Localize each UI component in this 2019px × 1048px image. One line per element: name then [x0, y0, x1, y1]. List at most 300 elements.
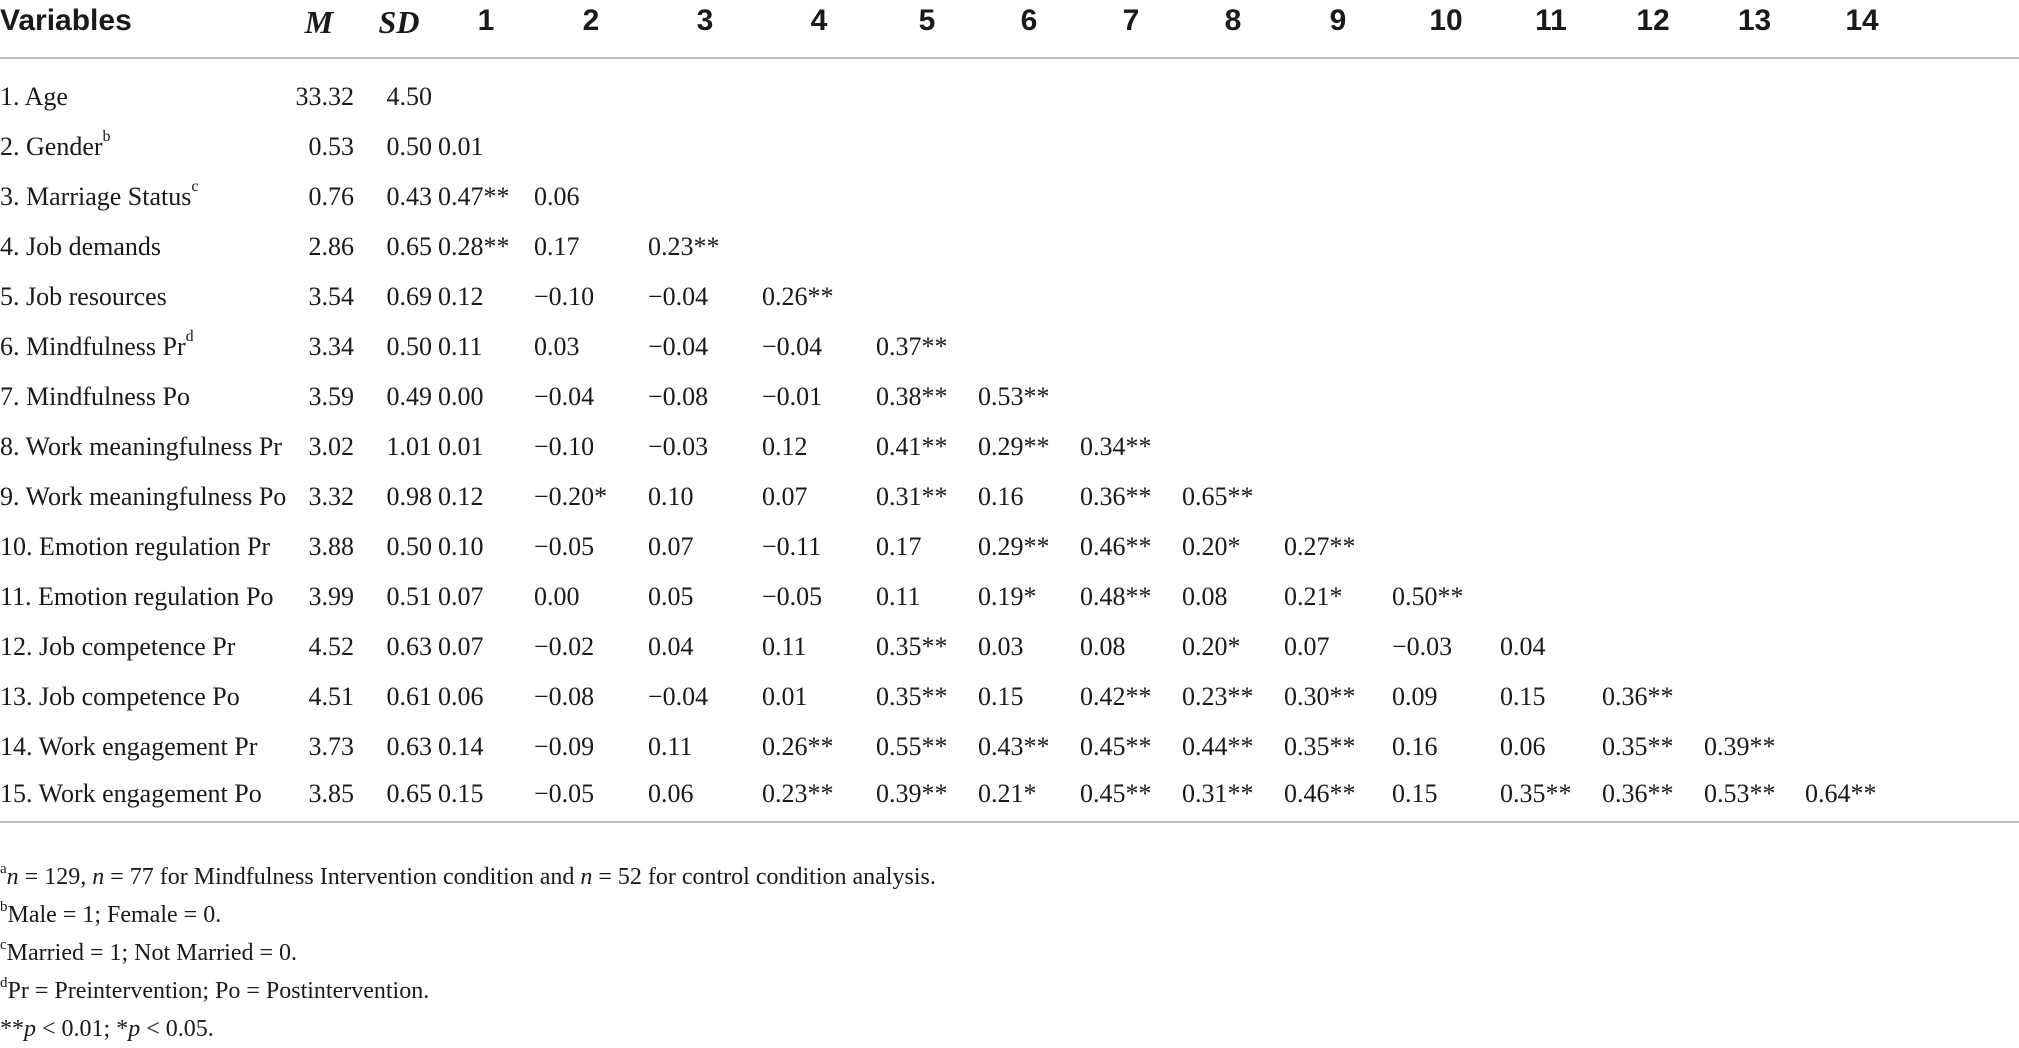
correlation-cell — [1805, 722, 1919, 772]
mean-value: 2.86 — [308, 232, 354, 261]
correlation-cell: 0.35** — [1602, 732, 1674, 761]
correlation-cell: 0.00 — [534, 582, 580, 611]
correlation-cell: 0.65** — [1182, 482, 1254, 511]
header-col-11: 11 — [1500, 0, 1602, 58]
variable-name: 5. Job resources — [0, 282, 167, 311]
correlation-cell: 0.10 — [648, 482, 694, 511]
note-d-text: Pr = Preintervention; Po = Postintervention. — [7, 978, 430, 1004]
variable-name: 12. Job competence Pr — [0, 632, 236, 661]
table-row — [0, 422, 2019, 472]
mean-value: 3.85 — [278, 772, 360, 822]
correlation-cell: 0.34** — [1080, 432, 1152, 461]
sd-value: 0.63 — [386, 732, 432, 761]
correlation-cell — [1182, 122, 1284, 172]
sd-value: 0.49 — [386, 382, 432, 411]
header-col-13: 13 — [1704, 0, 1805, 58]
variable-label — [0, 72, 278, 122]
correlation-cell: 0.35** — [876, 682, 948, 711]
correlation-cell — [1602, 522, 1704, 572]
correlation-cell: −0.02 — [534, 632, 595, 661]
variable-name: 7. Mindfulness Po — [0, 382, 190, 411]
variable-label — [0, 222, 278, 272]
correlation-cell — [762, 172, 876, 222]
table-row — [0, 372, 2019, 422]
variable-label — [0, 672, 278, 722]
header-spacer — [1919, 0, 2019, 58]
correlation-cell: 0.09 — [1392, 682, 1438, 711]
correlation-cell: 0.03 — [978, 632, 1024, 661]
note-p — [0, 1010, 936, 1048]
sd-value: 0.69 — [386, 282, 432, 311]
correlation-cell — [1080, 172, 1182, 222]
mean-value: 3.88 — [308, 532, 354, 561]
variable-label — [0, 122, 278, 172]
header-col-14: 14 — [1805, 0, 1919, 58]
header-col-7: 7 — [1080, 0, 1182, 58]
mean-value: 4.52 — [308, 632, 354, 661]
variable-label — [0, 372, 278, 422]
correlation-cell: 0.08 — [1080, 632, 1126, 661]
correlation-cell — [1500, 222, 1602, 272]
note-p-t1: < 0.01; * — [36, 1016, 129, 1042]
table-row — [0, 522, 2019, 572]
variable-name: 13. Job competence Po — [0, 682, 240, 711]
footnote-marker: d — [185, 328, 194, 346]
note-a-marker: a — [0, 861, 7, 877]
correlation-cell — [1500, 72, 1602, 122]
correlation-cell: 0.27** — [1284, 532, 1356, 561]
correlation-cell: 0.45** — [1080, 772, 1182, 822]
table-row — [0, 222, 2019, 272]
correlation-cell — [762, 72, 876, 122]
correlation-cell — [1080, 72, 1182, 122]
correlation-cell — [534, 72, 648, 122]
sd-value: 0.65 — [386, 232, 432, 261]
correlation-cell — [1284, 72, 1392, 122]
correlation-cell: −0.05 — [534, 772, 648, 822]
row-end — [1919, 122, 2019, 172]
correlation-cell: 0.29** — [978, 432, 1050, 461]
correlation-cell: 0.23** — [648, 232, 720, 261]
variable-label — [0, 572, 278, 622]
correlation-cell: 0.21* — [978, 772, 1080, 822]
row-end — [1919, 222, 2019, 272]
correlation-cell: 0.20* — [1182, 532, 1241, 561]
correlation-cell — [1182, 72, 1284, 122]
note-b-marker: b — [0, 899, 8, 915]
correlation-cell — [1182, 322, 1284, 372]
header-variables: Variables — [0, 0, 278, 58]
footnote-marker: b — [102, 128, 111, 146]
correlation-cell — [1602, 322, 1704, 372]
correlation-cell — [1392, 522, 1500, 572]
variable-label — [0, 722, 278, 772]
mean-value: 3.99 — [308, 582, 354, 611]
table-row — [0, 572, 2019, 622]
correlation-cell — [1805, 422, 1919, 472]
correlation-cell: 0.10 — [438, 532, 484, 561]
header-col-4: 4 — [762, 0, 876, 58]
correlation-cell — [876, 72, 978, 122]
correlation-cell: −0.08 — [648, 382, 709, 411]
correlation-cell — [1182, 272, 1284, 322]
correlation-cell: −0.05 — [762, 582, 823, 611]
correlation-cell — [1704, 272, 1805, 322]
sd-value: 0.63 — [386, 632, 432, 661]
correlation-cell: 0.06 — [1500, 732, 1546, 761]
correlation-cell: 0.07 — [438, 582, 484, 611]
correlation-cell — [1805, 222, 1919, 272]
mean-value: 0.76 — [308, 182, 354, 211]
correlation-cell — [1080, 372, 1182, 422]
note-c-marker: c — [0, 937, 7, 953]
correlation-cell: 0.12 — [438, 282, 484, 311]
correlation-cell: 0.41** — [876, 432, 948, 461]
variable-label — [0, 472, 287, 522]
correlation-cell — [876, 222, 978, 272]
correlation-cell — [876, 172, 978, 222]
correlation-cell: 0.15 — [1500, 682, 1546, 711]
sd-value: 0.65 — [360, 772, 438, 822]
correlation-cell — [1704, 172, 1805, 222]
correlation-cell: −0.04 — [762, 332, 823, 361]
correlation-cell: 0.11 — [876, 582, 921, 611]
correlation-cell — [1392, 72, 1500, 122]
row-end — [1919, 72, 2019, 122]
correlation-cell: −0.01 — [762, 382, 823, 411]
note-p-p2: p — [128, 1016, 141, 1042]
variable-label — [0, 172, 278, 222]
correlation-cell — [978, 272, 1080, 322]
mean-value: 3.34 — [308, 332, 354, 361]
sd-value: 4.50 — [386, 82, 432, 111]
note-p-s1: ** — [0, 1016, 24, 1042]
correlation-cell — [1284, 422, 1392, 472]
correlation-cell — [1602, 222, 1704, 272]
note-a-n1: n — [6, 864, 19, 890]
variable-name: 15. Work engagement Po — [0, 778, 262, 808]
correlation-cell: 0.36** — [1602, 772, 1704, 822]
table-row — [0, 722, 2019, 772]
correlation-cell: 0.39** — [1704, 732, 1776, 761]
sd-value: 0.50 — [386, 132, 432, 161]
correlation-cell — [1284, 322, 1392, 372]
correlation-cell: 0.23** — [762, 772, 876, 822]
correlation-cell: 0.55** — [876, 732, 948, 761]
correlation-cell — [1704, 422, 1805, 472]
correlation-cell — [1284, 222, 1392, 272]
table-row — [0, 672, 2019, 722]
table-row — [0, 72, 2019, 122]
sd-value: 1.01 — [386, 432, 432, 461]
correlation-cell: 0.17 — [876, 532, 922, 561]
correlation-cell — [1704, 72, 1805, 122]
row-end — [1919, 522, 2019, 572]
correlation-cell: −0.10 — [534, 282, 595, 311]
correlation-cell — [1602, 422, 1704, 472]
correlation-cell: 0.07 — [438, 632, 484, 661]
correlation-cell: 0.53** — [1704, 772, 1805, 822]
row-end — [1919, 772, 2019, 822]
correlation-cell — [1392, 122, 1500, 172]
correlation-cell — [1392, 222, 1500, 272]
correlation-cell — [1704, 372, 1805, 422]
correlation-cell — [1182, 372, 1284, 422]
correlation-cell — [1500, 372, 1602, 422]
correlation-cell: 0.15 — [978, 682, 1024, 711]
correlation-cell — [1805, 622, 1919, 672]
correlation-cell — [1602, 172, 1704, 222]
header-mean: M — [278, 0, 360, 58]
correlation-cell: 0.03 — [534, 332, 580, 361]
row-end — [1919, 672, 2019, 722]
correlation-cell: 0.15 — [438, 772, 534, 822]
note-p-t2: < 0.05. — [140, 1016, 214, 1042]
correlation-cell: −0.08 — [534, 682, 595, 711]
sd-value: 0.50 — [386, 332, 432, 361]
correlation-cell: −0.05 — [534, 532, 595, 561]
row-end — [1919, 572, 2019, 622]
variable-label — [0, 322, 278, 372]
correlation-cell: 0.06 — [648, 772, 762, 822]
correlation-cell: 0.06 — [438, 682, 484, 711]
correlation-cell — [1392, 472, 1500, 522]
correlation-cell — [648, 172, 762, 222]
correlation-cell: 0.11 — [762, 632, 807, 661]
correlation-cell: 0.44** — [1182, 732, 1254, 761]
correlation-cell — [978, 222, 1080, 272]
correlation-cell — [648, 122, 762, 172]
correlation-cell: 0.43** — [978, 732, 1050, 761]
correlation-cell — [648, 72, 762, 122]
correlation-cell: 0.36** — [1080, 482, 1152, 511]
correlation-cell: 0.35** — [1500, 772, 1602, 822]
header-col-9: 9 — [1284, 0, 1392, 58]
note-a-t2: = 77 for Mindfulness Intervention condition and — [104, 864, 581, 890]
correlation-cell: 0.00 — [438, 382, 484, 411]
correlation-cell — [1602, 122, 1704, 172]
row-end — [1919, 272, 2019, 322]
sd-value: 0.61 — [386, 682, 432, 711]
correlation-cell: 0.16 — [1392, 732, 1438, 761]
correlation-cell: 0.01 — [438, 132, 484, 161]
header-col-12: 12 — [1602, 0, 1704, 58]
mean-value: 4.51 — [308, 682, 354, 711]
correlation-cell: −0.03 — [648, 432, 709, 461]
correlation-cell: 0.12 — [438, 482, 484, 511]
correlation-cell — [1500, 172, 1602, 222]
correlation-cell: 0.42** — [1080, 682, 1152, 711]
table-notes — [0, 858, 936, 1048]
correlation-cell: −0.10 — [534, 432, 595, 461]
correlation-cell — [1500, 122, 1602, 172]
correlation-cell — [1805, 272, 1919, 322]
correlation-cell: −0.03 — [1392, 632, 1453, 661]
correlation-cell — [1805, 472, 1919, 522]
correlation-cell — [1500, 572, 1602, 622]
correlation-cell — [1602, 622, 1704, 672]
correlation-cell — [1805, 122, 1919, 172]
header-col-1: 1 — [438, 0, 534, 58]
correlation-cell — [1080, 272, 1182, 322]
mean-value: 0.53 — [308, 132, 354, 161]
correlation-cell — [1704, 622, 1805, 672]
correlation-cell — [1704, 572, 1805, 622]
correlation-cell: 0.12 — [762, 432, 808, 461]
note-b-text: Male = 1; Female = 0. — [7, 902, 222, 928]
variable-label — [0, 622, 278, 672]
header-col-10: 10 — [1392, 0, 1500, 58]
correlation-cell: 0.35** — [876, 632, 948, 661]
mean-value: 3.02 — [308, 432, 354, 461]
row-end — [1919, 622, 2019, 672]
header-col-6: 6 — [978, 0, 1080, 58]
header-row — [0, 0, 2019, 58]
variable-name: 2. Gender — [0, 132, 103, 161]
note-c-text: Married = 1; Not Married = 0. — [6, 940, 298, 966]
variable-name: 4. Job demands — [0, 232, 162, 261]
correlation-cell: 0.15 — [1392, 772, 1500, 822]
correlation-cell — [1080, 322, 1182, 372]
header-sd: SD — [360, 0, 438, 58]
note-b — [0, 896, 936, 934]
row-end — [1919, 372, 2019, 422]
note-a-t1: = 129, — [18, 864, 93, 890]
table-row — [0, 472, 2019, 522]
correlation-cell — [1500, 322, 1602, 372]
correlation-cell — [1704, 472, 1805, 522]
variable-name: 1. Age — [0, 82, 68, 111]
correlation-cell: 0.38** — [876, 382, 948, 411]
variable-name: 14. Work engagement Pr — [0, 732, 258, 761]
correlation-cell — [1805, 672, 1919, 722]
variable-label — [0, 522, 278, 572]
correlation-cell — [1805, 572, 1919, 622]
correlation-cell — [1805, 72, 1919, 122]
correlation-cell: 0.31** — [1182, 772, 1284, 822]
correlation-cell: 0.04 — [1500, 632, 1546, 661]
variable-label — [0, 772, 278, 822]
correlation-cell: 0.07 — [648, 532, 694, 561]
note-d — [0, 972, 936, 1010]
correlation-cell: −0.04 — [648, 682, 709, 711]
correlation-cell — [1602, 472, 1704, 522]
footnote-marker: c — [191, 178, 199, 196]
correlation-cell: −0.20* — [534, 482, 608, 511]
variable-name: 8. Work meaningfulness Pr — [0, 432, 282, 461]
row-end — [1919, 422, 2019, 472]
correlation-cell — [1704, 672, 1805, 722]
mean-value: 3.54 — [308, 282, 354, 311]
correlation-cell: 0.26** — [762, 282, 834, 311]
note-a-n3: n — [580, 864, 593, 890]
correlation-cell: 0.16 — [978, 482, 1024, 511]
mean-value: 33.32 — [295, 82, 354, 111]
correlation-cell: 0.47** — [438, 182, 510, 211]
correlation-cell — [1284, 272, 1392, 322]
row-end — [1919, 322, 2019, 372]
correlation-cell: 0.11 — [648, 732, 693, 761]
correlation-cell: 0.37** — [876, 332, 948, 361]
correlation-cell: 0.48** — [1080, 582, 1152, 611]
correlation-cell: 0.11 — [438, 332, 483, 361]
correlation-cell: 0.06 — [534, 182, 580, 211]
correlation-cell — [1080, 222, 1182, 272]
correlation-cell: 0.26** — [762, 732, 834, 761]
correlation-cell: 0.45** — [1080, 732, 1152, 761]
correlation-cell — [762, 122, 876, 172]
correlation-cell — [1284, 172, 1392, 222]
note-a-t3: = 52 for control condition analysis. — [592, 864, 936, 890]
correlation-cell — [1500, 272, 1602, 322]
correlation-cell: 0.14 — [438, 732, 484, 761]
correlation-cell — [876, 272, 978, 322]
table-row — [0, 322, 2019, 372]
spacer-row — [0, 58, 2019, 72]
header-col-5: 5 — [876, 0, 978, 58]
correlation-cell — [1392, 272, 1500, 322]
correlation-cell — [1080, 122, 1182, 172]
correlation-cell — [876, 122, 978, 172]
correlation-cell — [978, 122, 1080, 172]
correlation-cell — [1182, 222, 1284, 272]
correlation-cell — [978, 72, 1080, 122]
table-body — [0, 58, 2019, 822]
mean-value: 3.73 — [308, 732, 354, 761]
variable-name: 9. Work meaningfulness Po — [0, 482, 287, 511]
correlation-cell — [762, 222, 876, 272]
correlation-cell — [978, 172, 1080, 222]
correlation-cell — [1602, 572, 1704, 622]
correlation-cell — [1500, 472, 1602, 522]
correlation-cell: −0.09 — [534, 732, 595, 761]
table-row — [0, 772, 2019, 822]
variable-name: 3. Marriage Status — [0, 182, 192, 211]
correlation-cell: 0.64** — [1805, 772, 1919, 822]
correlation-cell — [1704, 222, 1805, 272]
correlation-cell: 0.31** — [876, 482, 948, 511]
correlation-cell: 0.01 — [438, 432, 484, 461]
correlation-cell — [1284, 122, 1392, 172]
correlation-cell: −0.04 — [648, 332, 709, 361]
table-row — [0, 122, 2019, 172]
sd-value: 0.50 — [386, 532, 432, 561]
correlation-cell: 0.46** — [1080, 532, 1152, 561]
correlation-cell — [1500, 422, 1602, 472]
variable-label — [0, 422, 282, 472]
correlation-cell: 0.23** — [1182, 682, 1254, 711]
correlation-cell: 0.20* — [1182, 632, 1241, 661]
correlation-cell: 0.07 — [762, 482, 808, 511]
correlation-cell — [1704, 522, 1805, 572]
variable-name: 6. Mindfulness Pr — [0, 332, 186, 361]
sd-value: 0.43 — [386, 182, 432, 211]
correlation-cell — [1602, 272, 1704, 322]
correlation-cell — [1704, 122, 1805, 172]
correlation-cell — [1182, 422, 1284, 472]
correlation-cell — [1805, 172, 1919, 222]
correlation-cell — [1602, 72, 1704, 122]
correlation-cell — [978, 322, 1080, 372]
correlation-cell: 0.28** — [438, 232, 510, 261]
correlation-cell — [1284, 372, 1392, 422]
correlation-cell — [1392, 372, 1500, 422]
sd-value: 0.98 — [386, 482, 432, 511]
mean-value: 3.32 — [308, 482, 354, 511]
correlation-cell — [1182, 172, 1284, 222]
row-end — [1919, 722, 2019, 772]
correlation-cell — [1392, 422, 1500, 472]
